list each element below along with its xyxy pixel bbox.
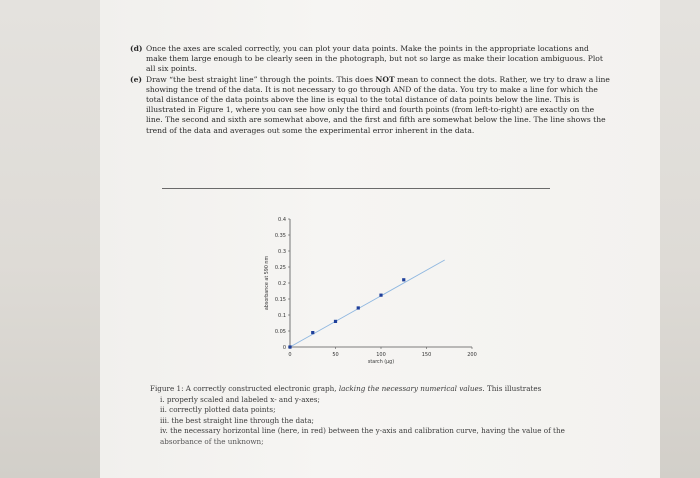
caption-point-2: ii. correctly plotted data points; (160, 405, 276, 414)
x-tick-label: 100 (376, 352, 386, 358)
data-point (288, 345, 291, 348)
caption-point-4: iv. the necessary horizontal line (here, in red) between the y-axis and calibration curve, having the value of the (160, 426, 565, 435)
chart-svg (240, 205, 480, 375)
caption-tail: This illustrates (484, 384, 542, 393)
x-tick-label: 150 (421, 352, 432, 358)
item-text-part-a: Draw “the best straight line” through the points. This does (146, 74, 376, 84)
caption-point-4-cont: absorbance of the unknown; (160, 436, 264, 446)
y-tick-label: 0.2 (278, 281, 286, 287)
caption-point-1: i. properly scaled and labeled x- and y-axes; (160, 394, 320, 404)
data-point (357, 306, 360, 309)
y-tick-label: 0.1 (278, 313, 286, 319)
x-tick-label: 50 (332, 352, 339, 358)
section-divider (162, 188, 550, 189)
y-tick-label: 0.4 (278, 217, 286, 223)
y-tick-label: 0.35 (274, 233, 286, 239)
y-tick-label: 0.3 (278, 249, 286, 255)
y-tick-label: 0 (282, 345, 286, 351)
x-tick-label: 200 (467, 352, 477, 358)
item-text-bold: NOT (375, 74, 395, 84)
data-point (379, 294, 382, 297)
data-point (334, 320, 337, 323)
y-tick-label: 0.25 (274, 265, 286, 271)
calibration-chart (240, 205, 480, 375)
item-text: Once the axes are scaled correctly, you can plot your data points. Make the points in the appropriate locations and make them large enough to be clearly seen in the photograph, but not so large as make their location ambiguous. Plot all six points. (146, 44, 603, 74)
instructions-text (130, 44, 610, 136)
instruction-item-d (130, 44, 610, 75)
data-point (402, 278, 405, 281)
item-text-part-b: mean to connect the dots. Rather, we try to draw a line showing the trend of the data. It is not necessary to go through AND of the data. You try to make a line for which the total distance of the data points above the line is equal to the total distance of data points below the line. This is illustrated in Figure 1, where you can see how only the third and fourth points (from left-to-right) are exactly on the line. The second and sixth are somewhat above, and the first and fifth are somewhat below the line. The line shows the trend of the data and averages out some the experimental error inherent in the data. (146, 74, 610, 135)
y-axis-label: absorbance at 590 nm (265, 255, 270, 311)
caption-point-3: iii. the best straight line through the data; (160, 415, 314, 425)
caption-italic: lacking the necessary numerical values. (338, 384, 485, 393)
figure-caption (150, 384, 630, 447)
item-label: (e) (130, 74, 143, 84)
caption-lead: Figure 1: A correctly constructed electronic graph, (150, 384, 339, 393)
caption-first-line (150, 384, 630, 395)
x-axis-label: starch (µg) (367, 360, 395, 365)
data-point (311, 331, 314, 334)
y-tick-label: 0.05 (274, 329, 286, 335)
x-tick-label: 0 (288, 352, 292, 358)
item-label: (d) (130, 44, 143, 53)
y-tick-label: 0.15 (274, 297, 286, 303)
instruction-item-e (130, 75, 610, 136)
